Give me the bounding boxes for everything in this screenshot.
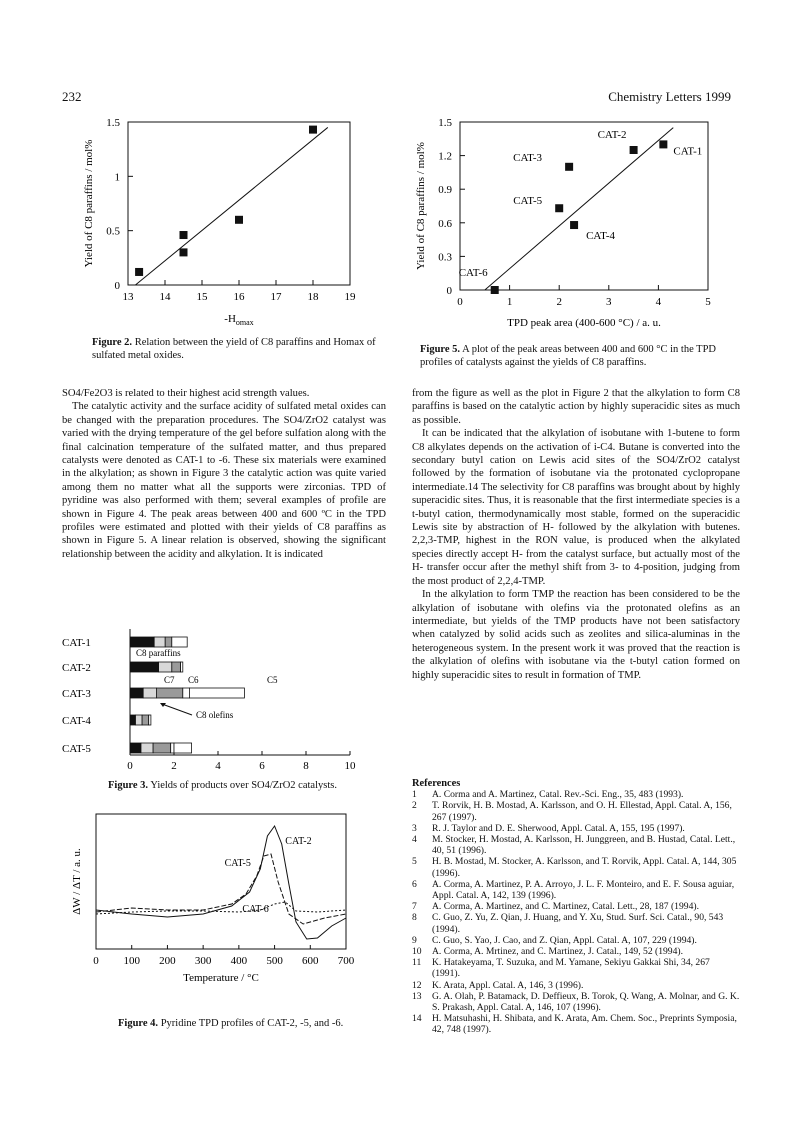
figure-4-chart — [62, 810, 382, 990]
x-tick-label: 1 — [506, 296, 513, 308]
x-tick-label: 2 — [171, 760, 177, 772]
bar-segment — [183, 688, 190, 698]
series-line-cat-5 — [96, 854, 346, 924]
reference-item — [412, 1013, 740, 1035]
x-tick-label: 15 — [196, 291, 208, 303]
category-label: CAT-2 — [62, 662, 91, 674]
reference-text: A. Corma, A. Mrtinez, and C. Martinez, J. Catal., 149, 52 (1994). — [432, 946, 683, 958]
reference-item — [412, 912, 740, 934]
label-c8-olefins: C8 olefins — [196, 710, 234, 720]
x-axis-label: Temperature / °C — [183, 972, 259, 984]
series-label-cat-5: CAT-5 — [224, 858, 251, 869]
data-point — [309, 126, 317, 134]
bar-segment — [136, 715, 143, 725]
label-c6: C6 — [188, 675, 199, 685]
reference-item — [412, 823, 740, 834]
reference-number: 14 — [412, 1013, 422, 1025]
reference-number: 11 — [412, 957, 422, 969]
y-tick-label: 0.3 — [438, 251, 452, 264]
point-label: CAT-3 — [513, 151, 543, 164]
reference-number: 13 — [412, 990, 422, 1002]
data-point — [135, 268, 143, 276]
x-tick-label: 700 — [337, 955, 355, 967]
bar-segment — [172, 637, 187, 647]
figure-3-chart — [62, 625, 382, 773]
left-para-2: The catalytic activity and the surface acidity of sulfated metal oxides can be changed with the preparation procedures. The SO4/ZrO2 catalyst was varied with the drying temperature of the gel before sulfation along with the final calcination temperature of the sulfated matter, and thus prepared catalysts were denoted as CAT-1 to -6. These six materials were examined in the alkylation; as shown in Figure 3 the catalytic action was quite varied among them no matter what all the supports were zirconias. TPD of pyridine was also performed with them; several examples of profile are shown in Figure 4. The peak areas between 400 and 600 ºC in the TPD profiles were estimated and plotted with their yields of C8 paraffins as shown in Figure 5. A linear relation is observed, showing the significant relationship between the acidity and alkylation. It is indicated — [62, 401, 386, 560]
y-tick-label: 1.5 — [438, 117, 452, 129]
reference-number: 8 — [412, 912, 417, 924]
data-point — [180, 231, 188, 239]
reference-number: 10 — [412, 946, 422, 958]
x-tick-label: 2 — [556, 296, 562, 308]
x-tick-label: 17 — [270, 291, 282, 303]
x-tick-label: 300 — [194, 955, 212, 967]
x-tick-label: 6 — [259, 760, 265, 772]
bar-segment — [130, 637, 154, 647]
bar-segment — [130, 688, 143, 698]
reference-number: 4 — [412, 834, 417, 846]
x-tick-label: 8 — [303, 760, 309, 772]
reference-item — [412, 789, 740, 800]
figure-3-label: Figure 3. — [108, 780, 149, 791]
reference-number: 9 — [412, 934, 417, 946]
figure-3-caption — [108, 780, 378, 793]
reference-number: 6 — [412, 878, 417, 890]
reference-item — [412, 946, 740, 957]
bar-segment — [143, 688, 156, 698]
plot-frame — [128, 122, 350, 285]
y-tick-label: 0.9 — [438, 184, 452, 197]
reference-number: 12 — [412, 979, 422, 991]
x-tick-label: 18 — [307, 291, 319, 303]
bar-segment — [159, 662, 172, 672]
figure-5-caption — [420, 344, 740, 369]
x-tick-label: 13 — [122, 291, 134, 303]
x-tick-label: 16 — [233, 291, 245, 303]
reference-item — [412, 991, 740, 1013]
point-label: CAT-4 — [586, 230, 616, 243]
figure-3-text: Yields of products over SO4/ZrO2 catalysts. — [150, 780, 337, 791]
fit-line — [135, 127, 327, 285]
x-tick-label: 400 — [230, 955, 248, 967]
series-label-cat-6: CAT-6 — [242, 904, 269, 915]
bar-segment — [172, 662, 181, 672]
point-label: CAT-2 — [597, 129, 627, 141]
bar-segment — [165, 637, 172, 647]
data-point — [565, 163, 573, 171]
point-label: CAT-1 — [673, 145, 703, 158]
reference-text: K. Arata, Appl. Catal. A, 146, 3 (1996). — [432, 979, 584, 991]
y-tick-label: 0 — [446, 285, 452, 297]
figure-2-text: Relation between the yield of C8 paraffins and Homax of sulfated metal oxides. — [92, 337, 376, 361]
reference-number: 7 — [412, 901, 417, 913]
figure-4-caption — [118, 1018, 378, 1031]
label-c8-paraffins: C8 paraffins — [136, 648, 181, 658]
x-tick-label: 4 — [215, 760, 221, 772]
reference-text: K. Hatakeyama, T. Suzuka, and M. Yamane, Sekiyu Gakkai Shi, 34, 267 (1991). — [432, 957, 710, 980]
series-label-cat-2: CAT-2 — [285, 836, 312, 847]
data-point — [180, 248, 188, 256]
x-tick-label: 600 — [302, 955, 319, 967]
bar-segment — [141, 743, 153, 753]
reference-text: A. Corma and A. Martinez, Catal. Rev.-Sci. Eng., 35, 483 (1993). — [432, 789, 684, 801]
figure-5-text: A plot of the peak areas between 400 and 600 °C in the TPD profiles of catalysts against the yields of C8 paraffins. — [420, 344, 717, 368]
figure-2-chart — [60, 112, 370, 337]
point-label: CAT-5 — [513, 195, 543, 208]
reference-number: 3 — [412, 822, 417, 834]
y-tick-label: 0 — [114, 280, 120, 292]
plot-frame — [460, 122, 708, 290]
figure-2-caption — [92, 337, 382, 362]
bar-segment — [130, 715, 136, 725]
reference-item — [412, 901, 740, 912]
reference-item — [412, 957, 740, 979]
x-tick-label: 200 — [159, 955, 176, 967]
bar-segment — [154, 637, 165, 647]
x-tick-label: 5 — [705, 296, 711, 308]
reference-text: A. Corma, A. Martinez, and C. Martinez, Catal. Lett., 28, 187 (1994). — [432, 901, 699, 913]
category-label: CAT-4 — [62, 715, 91, 727]
reference-text: C. Guo, Z. Yu, Z. Qian, J. Huang, and Y. Xu, Stud. Surf. Sci. Catal., 90, 543 (1994). — [432, 912, 724, 935]
right-para-1: from the figure as well as the plot in Figure 2 that the alkylation to form C8 paraffins is based on the catalytic action by highly superacidic sites as much as possible. — [412, 388, 740, 426]
reference-text: H. Matsuhashi, H. Shibata, and K. Arata, Am. Chem. Soc., Preprints Symposia, 42, 748 (1997). — [432, 1013, 737, 1036]
reference-number: 1 — [412, 789, 417, 801]
y-tick-label: 1.2 — [438, 150, 452, 163]
y-tick-label: 1 — [114, 171, 120, 184]
left-column-text — [62, 387, 386, 561]
data-point — [659, 140, 667, 148]
references-title: References — [412, 778, 461, 789]
data-point — [235, 216, 243, 224]
bar-segment — [156, 688, 182, 698]
category-label: CAT-3 — [62, 688, 91, 700]
bar-segment — [153, 743, 171, 753]
reference-item — [412, 879, 740, 901]
reference-text: G. A. Olah, P. Batamack, D. Deffieux, B. Torok, Q. Wang, A. Molnar, and G. K. S. Prakash, Appl. Catal. A, 146, 107 (1996). — [432, 990, 740, 1014]
y-tick-label: 0.6 — [438, 217, 452, 230]
reference-item — [412, 980, 740, 991]
x-axis-label: $-H_{omax}$ — [224, 313, 254, 327]
reference-item — [412, 800, 740, 822]
right-para-3: In the alkylation to form TMP the reaction has been considered to be the alkylation of isobutane with olefins via the protonated olefins as an intermediate, but yields of the TMP products have not been satisfactory when catalyzed by solid acids such as zeolites and silica-aluminas in the heterogeneous system. In the present work it was proved that the reaction is the alkylation of olefins with isobutane via the t-butyl cation formed on highly superacidic sites to result in formation of TMP. — [412, 589, 740, 681]
arrow-line — [162, 704, 192, 715]
x-tick-label: 3 — [606, 296, 612, 308]
right-para-2: It can be indicated that the alkylation of isobutane with 1-butene to form C8 alkylates depends on the activation of i-C4. Butane is converted into the secondary butyl cation on Lewis acid sites of the SO4/ZrO2 catalyst followed by the formation of isobutane via the protonated cyclopropane intermediate.14 The selectivity for C8 paraffins was brought about by highly superacidic sites. Thus, it is reasonable that the first intermediate species is a t-butyl cation, thermodynamically most stable, formed on the superacidic Lewis site by abstraction of H- followed by the alkylation with butenes. 2,2,3-TMP, highest in the RON value, is produced when the alkylated species directly accept H- from the catalyst surface, but actually most of the H- transfer occur after the methyl shift from 3- to 4-position, judging from the most product of 2,2,4-TMP. — [412, 428, 740, 587]
reference-number: 2 — [412, 800, 417, 812]
figure-4-label: Figure 4. — [118, 1018, 159, 1029]
bar-segment — [189, 688, 244, 698]
y-tick-label: 0.5 — [106, 225, 120, 238]
reference-text: M. Stocker, H. Mostad, A. Karlsson, H. Junggreen, and B. Hustad, Catal. Lett., 40, 51 (1996). — [432, 834, 736, 857]
label-c7: C7 — [164, 675, 175, 685]
reference-text: A. Corma, A. Martinez, P. A. Arroyo, J. L. F. Monteiro, and E. F. Sousa aguiar, Appl. Catal. A, 142, 139 (1996). — [432, 878, 735, 902]
figure-4-text: Pyridine TPD profiles of CAT-2, -5, and -6. — [160, 1018, 344, 1029]
references-section — [412, 778, 740, 1036]
reference-text: H. B. Mostad, M. Stocker, A. Karlsson, and T. Rorvik, Appl. Catal. A, 144, 305 (1996). — [432, 856, 737, 879]
bar-segment — [174, 743, 192, 753]
data-point — [491, 286, 499, 294]
page-number: 232 — [62, 89, 82, 104]
plot-frame — [96, 814, 346, 949]
reference-text: R. J. Taylor and D. E. Sherwood, Appl. Catal. A, 155, 195 (1997). — [432, 822, 685, 834]
left-para-1: SO4/Fe2O3 is related to their highest acid strength values. — [62, 388, 310, 399]
y-axis-label: ΔW / ΔT / a. u. — [71, 848, 83, 915]
x-tick-label: 0 — [457, 296, 463, 308]
figure-2-label: Figure 2. — [92, 337, 133, 348]
x-tick-label: 10 — [344, 760, 356, 772]
y-tick-label: 1.5 — [106, 117, 120, 129]
figure-5-chart — [412, 112, 742, 340]
x-tick-label: 0 — [127, 760, 133, 772]
bar-segment — [130, 743, 141, 753]
bar-segment — [171, 743, 174, 753]
journal-name: Chemistry Letters 1999 — [608, 89, 731, 104]
x-tick-label: 14 — [159, 291, 171, 303]
bar-segment — [149, 715, 151, 725]
bar-segment — [181, 662, 183, 672]
x-axis-label: TPD peak area (400-600 °C) / a. u. — [507, 317, 661, 329]
category-label: CAT-5 — [62, 743, 91, 755]
x-tick-label: 100 — [123, 955, 140, 967]
bar-segment — [130, 662, 159, 672]
category-label: CAT-1 — [62, 637, 91, 649]
data-point — [570, 221, 578, 229]
right-column-text — [412, 387, 740, 682]
y-axis-label: Yield of C8 paraffins / mol% — [83, 139, 95, 268]
reference-text: C. Guo, S. Yao, J. Cao, and Z. Qian, Appl. Catal. A, 107, 229 (1994). — [432, 934, 697, 946]
y-axis-label: Yield of C8 paraffins / mol% — [415, 142, 427, 270]
bar-segment — [142, 715, 149, 725]
x-tick-label: 0 — [93, 955, 99, 967]
x-tick-label: 19 — [344, 291, 356, 303]
x-tick-label: 4 — [655, 296, 662, 308]
reference-number: 5 — [412, 856, 417, 868]
x-tick-label: 500 — [266, 955, 283, 967]
label-c5: C5 — [267, 675, 278, 685]
reference-item — [412, 935, 740, 946]
figure-5-label: Figure 5. — [420, 344, 461, 355]
reference-item — [412, 856, 740, 878]
reference-text: T. Rorvik, H. B. Mostad, A. Karlsson, and O. H. Ellestad, Appl. Catal. A, 156, 267 (1997). — [432, 800, 732, 823]
data-point — [630, 146, 638, 154]
data-point — [555, 204, 563, 212]
reference-item — [412, 834, 740, 856]
point-label: CAT-6 — [458, 267, 488, 279]
